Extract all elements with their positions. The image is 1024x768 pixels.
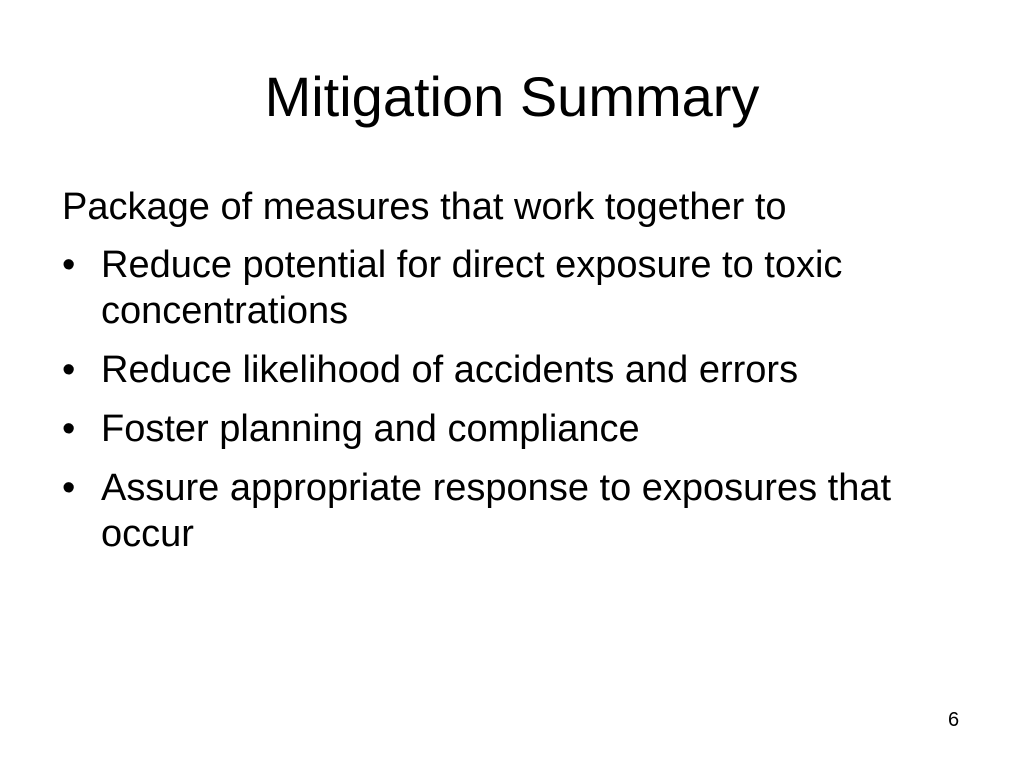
bullet-point-icon: • <box>62 244 76 286</box>
bullet-point-icon: • <box>62 467 76 509</box>
bullet-text: Reduce potential for direct exposure to toxic concentrations <box>101 244 843 332</box>
slide-body <box>62 184 982 570</box>
bullet-item <box>62 465 982 557</box>
intro-text: Package of measures that work together to <box>62 186 787 228</box>
bullet-list <box>62 242 982 557</box>
page-number: 6 <box>948 709 960 731</box>
bullet-point-icon: • <box>62 408 76 450</box>
slide-title: Mitigation Summary <box>264 65 760 128</box>
bullet-text: Assure appropriate response to exposures that occur <box>101 467 892 555</box>
bullet-item <box>62 242 982 334</box>
bullet-point-icon: • <box>62 349 76 391</box>
bullet-item <box>62 347 982 393</box>
bullet-text: Reduce likelihood of accidents and errors <box>101 349 799 391</box>
bullet-text: Foster planning and compliance <box>101 408 640 450</box>
bullet-item <box>62 406 982 452</box>
